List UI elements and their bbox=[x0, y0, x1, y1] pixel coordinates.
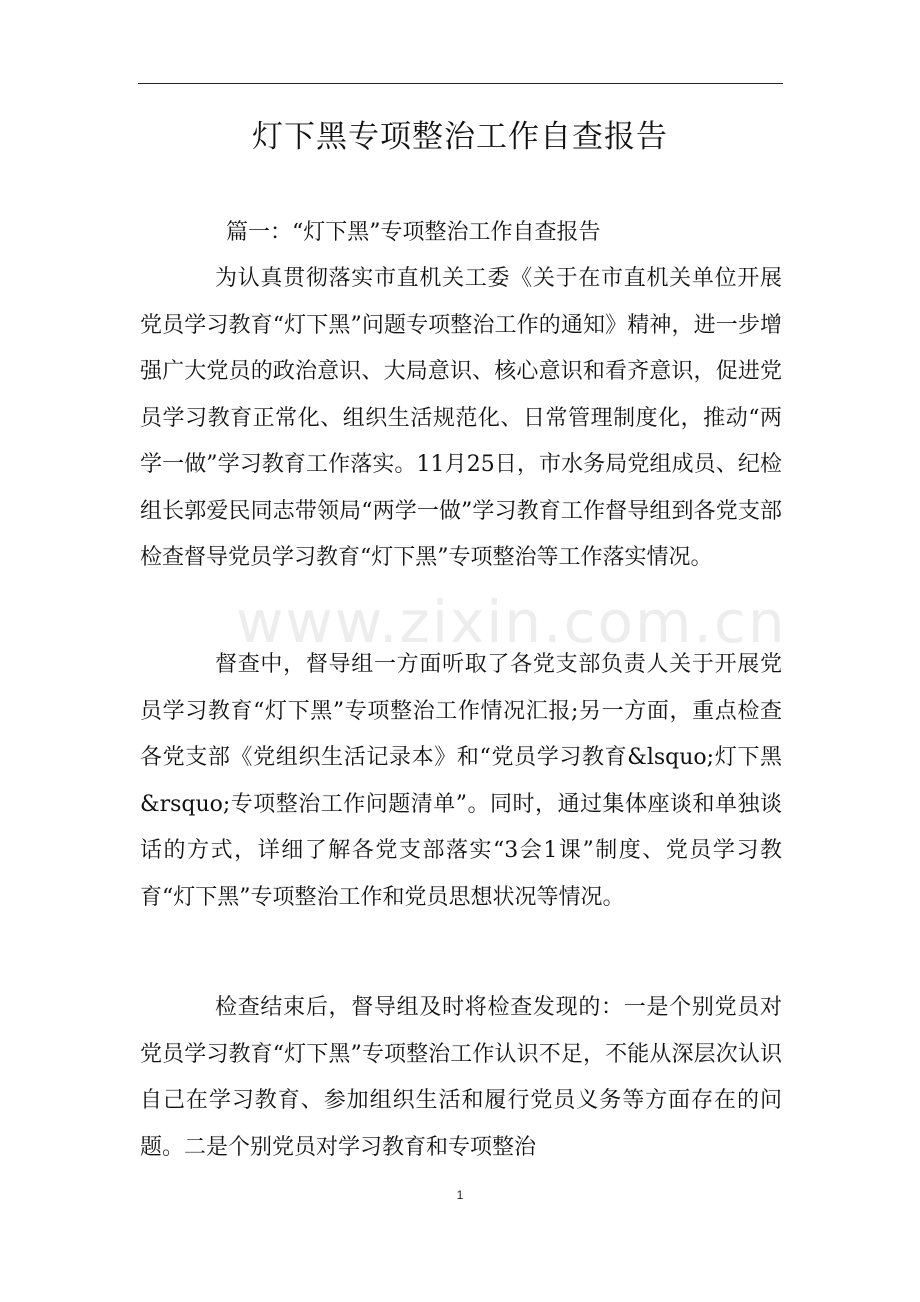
page-number: 1 bbox=[456, 1188, 464, 1202]
body-paragraph: 为认真贯彻落实市直机关工委《关于在市直机关单位开展党员学习教育“灯下黑”问题专项整治工作的通知》精神，进一步增强广大党员的政治意识、大局意识、核心意识和看齐意识，促进党员学习教育正常化、组织生活规范化、日常管理制度化，推动“两学一做”学习教育工作落实。11月25日，市水务局党组成员、纪检组长郭爱民同志带领局“两学一做”学习教育工作督导组到各党支部检查督导党员学习教育“灯下黑”专项整治等工作落实情况。 bbox=[140, 266, 782, 570]
body-paragraph: 检查结束后，督导组及时将检查发现的：一是个别党员对党员学习教育“灯下黑”专项整治工作认识不足，不能从深层次认识自己在学习教育、参加组织生活和履行党员义务等方面存在的问题。二是个别党员对学习教育和专项整治 bbox=[140, 995, 782, 1160]
document-title: 灯下黑专项整治工作自查报告 bbox=[252, 119, 668, 155]
section-subtitle: 篇一：“灯下黑”专项整治工作自查报告 bbox=[226, 220, 601, 245]
header-rule bbox=[138, 83, 783, 84]
watermark: www.zixin.com.cn bbox=[236, 588, 787, 656]
body-paragraph: 督查中，督导组一方面听取了各党支部负责人关于开展党员学习教育“灯下黑”专项整治工作情况汇报;另一方面，重点检查各党支部《党组织生活记录本》和“党员学习教育&lsquo;灯下黑&rsquo;专项整治工作问题清单”。同时，通过集体座谈和单独谈话的方式，详细了解各党支部落实“3会1课”制度、党员学习教育“灯下黑”专项整治工作和党员思想状况等情况。 bbox=[140, 652, 782, 910]
